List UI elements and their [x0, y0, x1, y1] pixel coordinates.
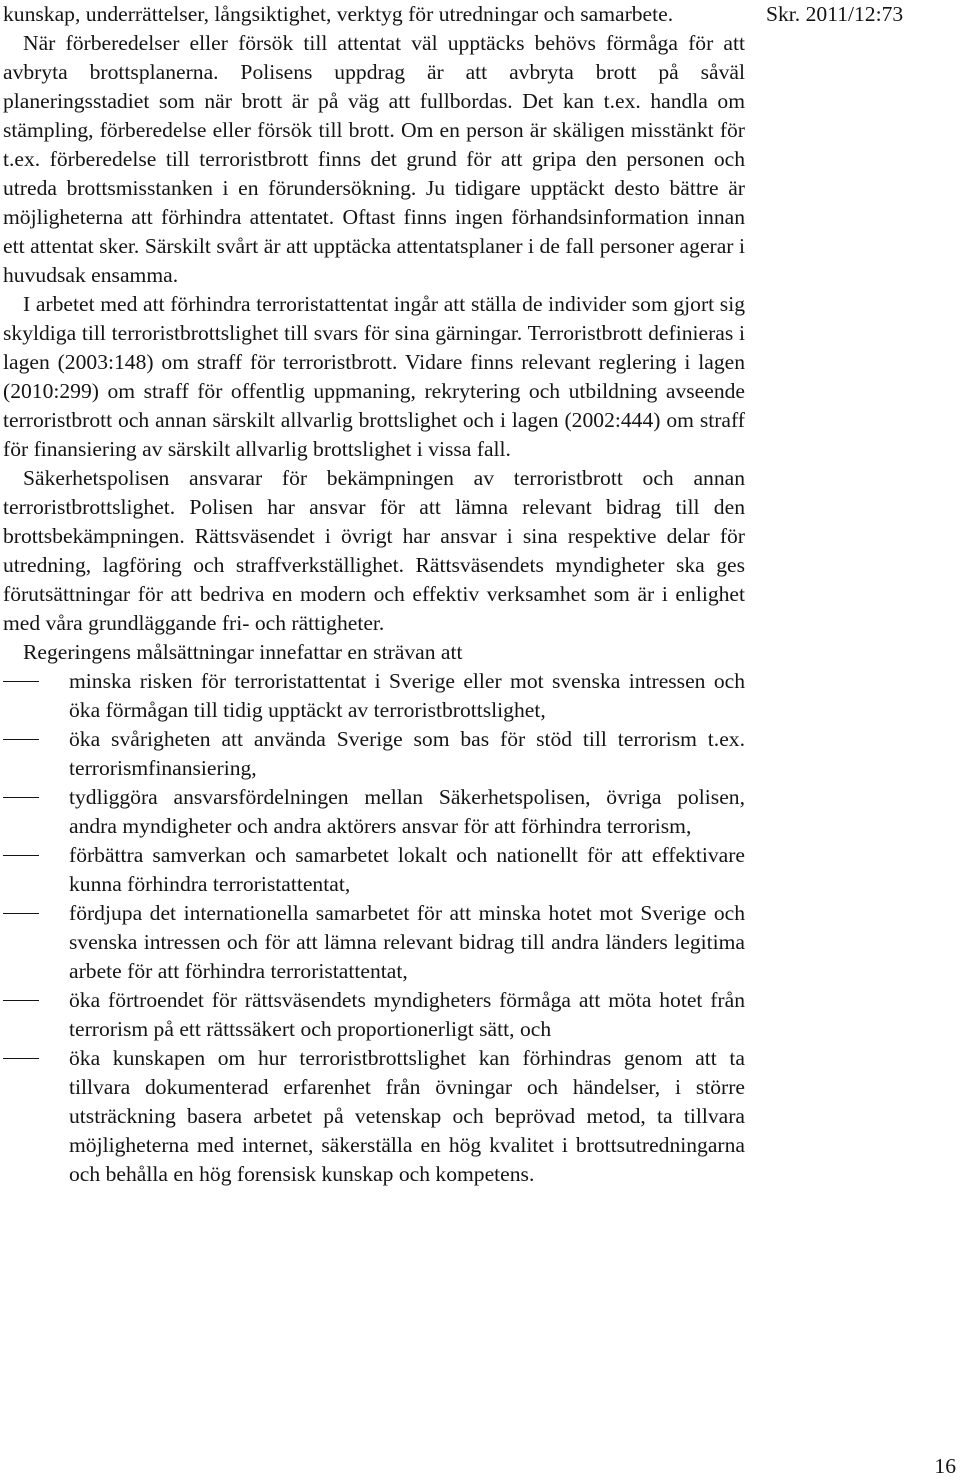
- list-item: [3, 725, 745, 783]
- paragraph-continued: kunskap, underrättelser, långsiktighet, verktyg för utredningar och samarbete.: [3, 2, 674, 26]
- list-item-text: förbättra samverkan och samarbetet lokalt och nationellt för att effektivare kunna förhindra terroristattentat,: [69, 843, 745, 896]
- body-text: [3, 0, 745, 1189]
- goals-list: [3, 667, 745, 1189]
- dash-bullet-icon: [3, 681, 39, 682]
- list-intro: Regeringens målsättningar innefattar en strävan att: [23, 640, 463, 664]
- document-reference: Skr. 2011/12:73: [766, 2, 904, 26]
- list-item-text: öka förtroendet för rättsväsendets myndigheters förmåga att möta hotet från terrorism på ett rättssäkert och proportionerligt sätt, och: [69, 988, 745, 1041]
- list-item-text: öka svårigheten att använda Sverige som bas för stöd till terrorism t.ex. terrorismfinansiering,: [69, 727, 745, 780]
- dash-bullet-icon: [3, 1058, 39, 1059]
- list-item: [3, 986, 745, 1044]
- list-item: [3, 1044, 745, 1189]
- dash-bullet-icon: [3, 913, 39, 914]
- paragraph-prosecution: I arbetet med att förhindra terroristattentat ingår att ställa de individer som gjort sig skyldiga till terroristbrottslighet till svars för sina gärningar. Terroristbrott definieras i lagen (2003:148) om straff för terroristbrott. Vidare finns relevant reglering i lagen (2010:299) om straff för offentlig uppmaning, rekrytering och utbildning avseende terroristbrott och annan särskilt allvarlig brottslighet och i lagen (2002:444) om straff för finansiering av särskilt allvarlig brottslighet i vissa fall.: [3, 292, 745, 461]
- list-item: [3, 841, 745, 899]
- list-item-text: fördjupa det internationella samarbetet för att minska hotet mot Sverige och svenska intressen och för att lämna relevant bidrag till andra länders legitima arbete för att förhindra terroristattentat,: [69, 901, 745, 983]
- page-number: 16: [934, 1454, 956, 1478]
- list-item-text: öka kunskapen om hur terroristbrottslighet kan förhindras genom att ta tillvara dokumenterad erfarenhet från övningar och händelser, i större utsträckning basera arbetet på vetenskap och beprövad metod, ta tillvara möjligheterna med internet, säkerställa en hög kvalitet i brottsutredningarna och behålla en hög forensisk kunskap och kompetens.: [69, 1046, 745, 1186]
- dash-bullet-icon: [3, 797, 39, 798]
- list-item-text: tydliggöra ansvarsfördelningen mellan Säkerhetspolisen, övriga polisen, andra myndigheter och andra aktörers ansvar för att förhindra terrorism,: [69, 785, 745, 838]
- dash-bullet-icon: [3, 855, 39, 856]
- list-item: [3, 783, 745, 841]
- paragraph-responsibility: Säkerhetspolisen ansvarar för bekämpningen av terroristbrott och annan terroristbrottslighet. Polisen har ansvar för att lämna relevant bidrag till den brottsbekämpningen. Rättsväsendet i övrigt har ansvar i sina respektive delar för utredning, lagföring och straffverkställighet. Rättsväsendets myndigheter ska ges förutsättningar för att bedriva en modern och effektiv verksamhet som är i enlighet med våra grundläggande fri- och rättigheter.: [3, 466, 745, 635]
- dash-bullet-icon: [3, 1000, 39, 1001]
- paragraph-interruption: När förberedelser eller försök till attentat väl upptäcks behövs förmåga för att avbryta brottsplanerna. Polisens uppdrag är att avbryta brott på såväl planeringsstadiet som när brott är på väg att fullbordas. Det kan t.ex. handla om stämpling, förberedelse eller försök till brott. Om en person är skäligen misstänkt för t.ex. förberedelse till terroristbrott finns det grund för att gripa den personen och utreda brottsmisstanken i en förundersökning. Ju tidigare upptäckt desto bättre är möjligheterna att förhindra attentatet. Oftast finns ingen förhandsinformation innan ett attentat sker. Särskilt svårt är att upptäcka attentatsplaner i de fall personer agerar i huvudsak ensamma.: [3, 31, 745, 287]
- list-item: [3, 899, 745, 986]
- list-item-text: minska risken för terroristattentat i Sverige eller mot svenska intressen och öka förmågan till tidig upptäckt av terroristbrottslighet,: [69, 669, 745, 722]
- dash-bullet-icon: [3, 739, 39, 740]
- list-item: [3, 667, 745, 725]
